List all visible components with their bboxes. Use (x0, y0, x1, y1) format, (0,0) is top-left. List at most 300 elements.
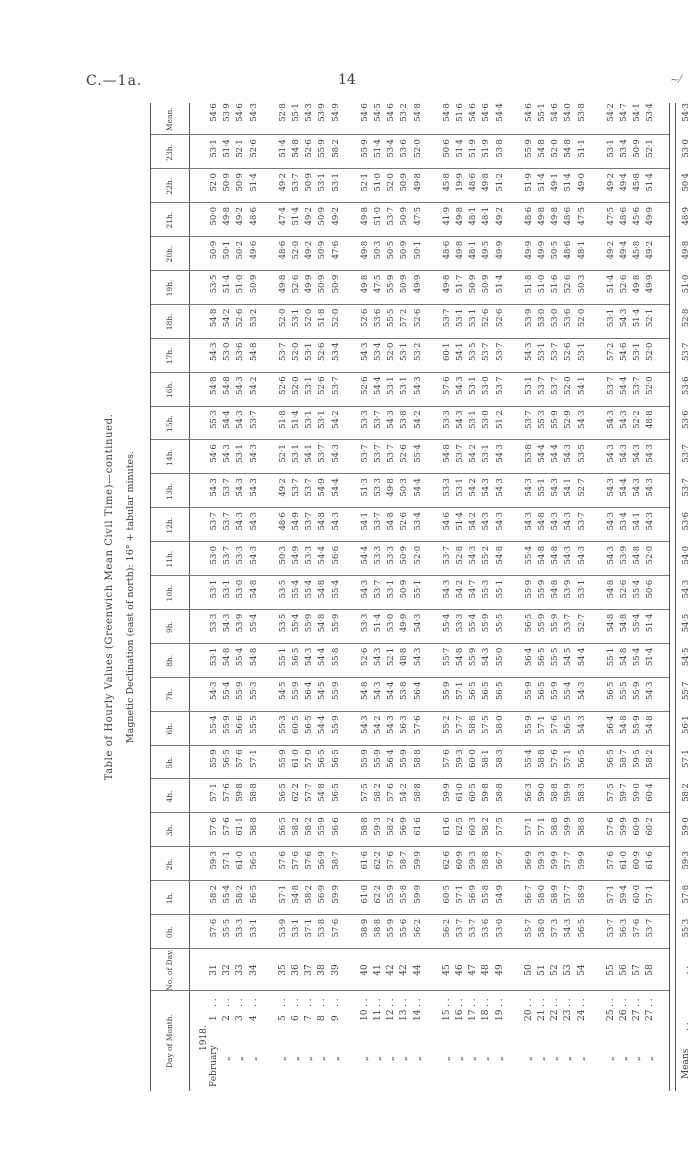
hourly-value: 52·6 (619, 274, 629, 294)
leader-dots: . . (222, 998, 233, 1007)
hourly-value: 54·9 (291, 546, 301, 565)
hourly-value: 60·9 (632, 817, 643, 836)
hourly-value: 58·8 (468, 715, 479, 734)
hourly-value: 55·4 (291, 580, 301, 599)
leader-dots: . . (481, 998, 492, 1007)
hourly-value: 55·9 (441, 681, 452, 701)
hourly-value: 48·6 (563, 207, 574, 226)
hourly-value: 53·3 (235, 546, 246, 565)
hourly-value: 47·6 (330, 241, 341, 260)
hourly-value: 52·6 (359, 376, 370, 395)
hourly-value: 54·8 (386, 512, 397, 531)
hourly-value: 56·5 (468, 681, 479, 701)
hourly-value: 54·3 (645, 478, 656, 497)
leader-dots: . . (277, 998, 288, 1007)
hourly-value: 53·3 (386, 546, 397, 565)
hourly-value: 55·8 (330, 647, 341, 667)
hourly-value: 53·6 (481, 919, 492, 938)
hourly-value: 57·1 (645, 885, 656, 904)
leader-dots: . . (468, 998, 479, 1007)
hourly-value: 55·9 (386, 919, 397, 938)
hourly-value: 51·4 (291, 410, 301, 429)
hourly-value: 54·3 (359, 580, 370, 599)
hourly-value: 56·3 (399, 715, 410, 734)
hourly-value: 58·8 (412, 783, 423, 802)
hourly-value: 55·1 (537, 478, 547, 497)
hourly-value: 50·2 (235, 241, 246, 260)
hourly-value: 58·8 (248, 817, 259, 836)
hourly-value: 57·6 (632, 919, 643, 938)
hourly-value: 50·9 (330, 274, 341, 294)
hourly-value: 53·1 (468, 376, 479, 395)
hourly-value: 53·7 (455, 919, 465, 938)
hourly-value: 54·3 (576, 410, 587, 429)
hourly-value: 50·9 (399, 173, 410, 192)
day-number: 38 (317, 964, 328, 976)
hourly-value: 53·1 (468, 410, 479, 429)
hourly-value: 52·0 (291, 241, 301, 260)
hourly-value: 57·5 (605, 783, 616, 802)
hourly-value: 53·4 (373, 342, 383, 362)
hourly-value: 49·8 (412, 173, 423, 192)
hourly-value: 55·9 (523, 580, 534, 599)
hourly-value: 49·5 (481, 241, 492, 260)
hourly-value: 54·8 (248, 647, 259, 667)
hourly-value: 56·5 (277, 783, 288, 802)
hourly-value: 53·1 (386, 580, 397, 599)
row-mean: 54·6 (523, 103, 534, 122)
hourly-value: 52·9 (563, 410, 574, 429)
hourly-value: 58·2 (235, 885, 246, 904)
day-number: 58 (645, 964, 656, 976)
hourly-value: 60·5 (441, 885, 452, 904)
hourly-value: 53·1 (455, 308, 465, 328)
hourly-value: 62·2 (373, 885, 383, 904)
hourly-value: 51·8 (317, 308, 328, 328)
hourly-value: 54·5 (277, 681, 288, 701)
hourly-value: 59·8 (481, 783, 492, 802)
hourly-value: 54·3 (563, 444, 574, 463)
hourly-value: 55·4 (209, 715, 219, 734)
hourly-value: 41·9 (441, 207, 452, 226)
hourly-value: 53·0 (386, 613, 397, 633)
hourly-value: 51·0 (235, 274, 246, 294)
hourly-value: 51·4 (563, 173, 574, 192)
hourly-value: 55·9 (537, 613, 547, 633)
hourly-value: 54·4 (330, 478, 341, 497)
leader-dots: . . (330, 998, 341, 1007)
hourly-value: 53·2 (248, 308, 259, 328)
hourly-value: 53·4 (412, 512, 423, 531)
ditto-mark: „ (576, 1056, 587, 1061)
hourly-value: 54·3 (330, 444, 341, 463)
ditto-mark: „ (330, 1056, 341, 1061)
leader-dots: . . (680, 1022, 691, 1031)
hourly-value: 54·1 (576, 376, 587, 395)
hourly-value: 59·9 (563, 783, 574, 802)
hourly-value: 55·4 (523, 546, 534, 565)
hourly-value: 53·4 (619, 512, 629, 531)
header-day-of-month: Day of Month. (165, 1013, 174, 1069)
hourly-value: 54·2 (455, 580, 465, 599)
hourly-value: 55·2 (481, 546, 492, 565)
hourly-value: 57·6 (550, 715, 561, 734)
hourly-value: 58·7 (399, 851, 410, 870)
hourly-value: 49·2 (645, 241, 656, 260)
hourly-value: 50·3 (277, 546, 288, 565)
hourly-value: 56·9 (468, 885, 479, 904)
hourly-value: 53·7 (277, 342, 288, 362)
hourly-value: 49·2 (277, 173, 288, 192)
hourly-value: 49·9 (645, 274, 656, 294)
hourly-value: 52·0 (386, 342, 397, 362)
day-of-month: 11 (373, 1009, 383, 1021)
means-value: 53·7 (680, 444, 691, 463)
header-hour: 10h. (165, 584, 174, 602)
hourly-value: 59·4 (619, 885, 629, 904)
hourly-value: 52·6 (399, 512, 410, 531)
header-hour: 22h. (165, 177, 174, 195)
row-mean: 54·6 (359, 103, 370, 122)
means-value: 53·6 (680, 410, 691, 429)
hourly-value: 53·3 (455, 613, 465, 633)
row-mean: 55·1 (537, 103, 547, 122)
hourly-value: 57·0 (304, 749, 315, 768)
hourly-value: 56·6 (235, 715, 246, 734)
ditto-mark: „ (304, 1056, 315, 1061)
hourly-value: 48·6 (619, 207, 629, 226)
hourly-value: 58·2 (291, 817, 301, 836)
hourly-value: 57·6 (386, 783, 397, 802)
hourly-value: 53·1 (576, 342, 587, 362)
hourly-value: 54·3 (235, 512, 246, 531)
hourly-value: 55·3 (277, 715, 288, 734)
hourly-value: 53·7 (455, 444, 465, 463)
hourly-value: 53·3 (304, 546, 315, 565)
hourly-value: 53·1 (605, 139, 616, 158)
hourly-value: 54·8 (550, 546, 561, 565)
hourly-value: 53·0 (550, 308, 561, 328)
hourly-value: 53·1 (399, 342, 410, 362)
hourly-value: 48·6 (441, 241, 452, 260)
hourly-value: 53·7 (523, 410, 534, 429)
hourly-value: 59·0 (537, 783, 547, 802)
hourly-value: 54·1 (455, 342, 465, 362)
means-value: 54·3 (680, 580, 691, 599)
hourly-value: 55·4 (563, 681, 574, 701)
hourly-value: 52·0 (304, 308, 315, 328)
hourly-value: 57·6 (605, 851, 616, 870)
hourly-value: 55·4 (222, 681, 233, 701)
row-mean: 53·8 (576, 103, 587, 122)
hourly-value: 48·6 (277, 512, 288, 531)
hourly-value: 54·8 (291, 885, 301, 904)
header-hour: 5h. (165, 756, 174, 769)
row-mean: 54·6 (550, 103, 561, 122)
hourly-value: 49·8 (481, 173, 492, 192)
day-of-month: 5 (277, 1015, 288, 1021)
hourly-value: 55·9 (523, 681, 534, 701)
day-of-month: 8 (317, 1015, 328, 1021)
hourly-value: 52·6 (359, 647, 370, 667)
hourly-value: 48·6 (277, 241, 288, 260)
hourly-value: 55·6 (399, 919, 410, 938)
hourly-value: 56·5 (605, 681, 616, 701)
hourly-value: 54·3 (248, 478, 259, 497)
hourly-value: 50·9 (399, 580, 410, 599)
hourly-value: 51·4 (373, 613, 383, 633)
hourly-value: 54·1 (632, 512, 643, 531)
header-hour: 13h. (165, 482, 174, 500)
hourly-value: 55·4 (632, 613, 643, 633)
hourly-value: 56·5 (277, 817, 288, 836)
hourly-value: 57·7 (563, 851, 574, 870)
hourly-value: 54·3 (209, 342, 219, 362)
ditto-mark: „ (291, 1056, 301, 1061)
hourly-value: 54·8 (605, 580, 616, 599)
hourly-value: 53·7 (373, 444, 383, 463)
hourly-value: 58·2 (304, 817, 315, 836)
hourly-value: 52·6 (317, 376, 328, 395)
hourly-value: 57·7 (455, 715, 465, 734)
hourly-value: 53·1 (291, 444, 301, 463)
means-value: 54·5 (680, 647, 691, 667)
hourly-value: 53·1 (317, 410, 328, 429)
hourly-value: 49·4 (619, 173, 629, 192)
page-number: 14 (338, 72, 356, 88)
table-header (151, 103, 190, 1091)
hourly-value: 54·3 (645, 444, 656, 463)
day-number: 53 (563, 964, 574, 976)
hourly-value: 52·6 (248, 139, 259, 158)
hourly-value: 52·6 (235, 308, 246, 328)
hourly-value: 59·0 (632, 783, 643, 802)
hourly-value: 58·2 (304, 885, 315, 904)
day-number: 44 (412, 964, 423, 976)
means-value: 59·3 (680, 851, 691, 870)
hourly-value: 53·1 (222, 580, 233, 599)
hourly-value: 52·6 (563, 274, 574, 294)
leader-dots: . . (537, 998, 547, 1007)
day-of-month: 22 (550, 1009, 561, 1021)
hourly-value: 55·9 (373, 749, 383, 768)
hourly-value: 61·6 (359, 851, 370, 870)
hourly-value: 54·8 (248, 342, 259, 362)
day-number: 52 (550, 964, 561, 976)
hourly-value: 59·7 (619, 783, 629, 802)
header-hour: 9h. (165, 620, 174, 633)
hourly-value: 53·1 (632, 342, 643, 362)
hourly-value: 49·2 (494, 207, 505, 226)
means-value: 57·8 (680, 885, 691, 904)
day-of-month: 13 (399, 1009, 410, 1021)
hourly-value: 52·0 (645, 546, 656, 565)
hourly-value: 52·6 (399, 444, 410, 463)
hourly-value: 56·9 (399, 817, 410, 836)
header-hour: 7h. (165, 688, 174, 701)
hourly-value: 53·1 (235, 444, 246, 463)
hourly-value: 52·0 (330, 308, 341, 328)
hourly-value: 55·9 (330, 715, 341, 734)
day-of-month: 6 (291, 1015, 301, 1021)
hourly-value: 55·3 (248, 681, 259, 701)
hourly-value: 54·8 (619, 613, 629, 633)
hourly-value: 61·6 (645, 851, 656, 870)
hourly-value: 51·4 (537, 173, 547, 192)
hourly-value: 55·9 (523, 139, 534, 158)
hourly-value: 54·8 (619, 715, 629, 734)
hourly-value: 59·9 (576, 851, 587, 870)
hourly-value: 54·4 (576, 647, 587, 667)
header-hour: 1h. (165, 892, 174, 905)
hourly-value: 55·5 (248, 715, 259, 734)
hourly-value: 56·4 (304, 681, 315, 701)
hourly-value: 55·9 (291, 681, 301, 701)
hourly-value: 19·9 (455, 173, 465, 192)
hourly-value: 54·3 (386, 715, 397, 734)
hourly-value: 60·5 (291, 715, 301, 734)
hourly-value: 54·3 (330, 512, 341, 531)
hourly-value: 53·1 (399, 376, 410, 395)
hourly-value: 60·3 (468, 817, 479, 836)
hourly-value: 55·9 (330, 613, 341, 633)
header-hour: 19h. (165, 279, 174, 297)
day-number: 37 (304, 964, 315, 976)
hourly-value: 51·4 (455, 512, 465, 531)
hourly-value: 48·6 (563, 241, 574, 260)
ditto-mark: „ (412, 1056, 423, 1061)
hourly-value: 55·9 (330, 681, 341, 701)
hourly-value: 52·0 (277, 308, 288, 328)
hourly-value: 57·6 (441, 749, 452, 768)
leader-dots: . . (235, 998, 246, 1007)
day-of-month: 10 (359, 1009, 370, 1021)
hourly-value: 51·4 (222, 139, 233, 158)
hourly-value: 49·2 (605, 173, 616, 192)
row-mean: 54·6 (386, 103, 397, 122)
hourly-value: 58·7 (330, 851, 341, 870)
hourly-value: 56·4 (412, 681, 423, 701)
hourly-value: 53·7 (209, 512, 219, 531)
day-number: 54 (576, 964, 587, 976)
hourly-value: 53·7 (576, 512, 587, 531)
hourly-value: 53·1 (304, 410, 315, 429)
hourly-value: 49·8 (386, 478, 397, 497)
hourly-value: 57·1 (523, 817, 534, 836)
hourly-value: 54·4 (386, 681, 397, 701)
hourly-value: 50·9 (399, 274, 410, 294)
hourly-value: 52·6 (412, 308, 423, 328)
hourly-value: 53·9 (523, 308, 534, 328)
hourly-value: 50·9 (399, 241, 410, 260)
hourly-value: 51·7 (455, 274, 465, 294)
hourly-value: 54·2 (330, 410, 341, 429)
hourly-value: 55·4 (441, 613, 452, 633)
day-of-month: 12 (386, 1009, 397, 1021)
hourly-value: 57·3 (550, 919, 561, 938)
hourly-value: 56·5 (605, 749, 616, 768)
hourly-value: 61·6 (441, 817, 452, 836)
hourly-value: 54·8 (291, 139, 301, 158)
means-value: 51·0 (680, 274, 691, 294)
hourly-value: 55·4 (222, 885, 233, 904)
hourly-value: 54·3 (248, 444, 259, 463)
hourly-value: 55·5 (386, 308, 397, 328)
hourly-value: 53·1 (330, 173, 341, 192)
hourly-value: 52·6 (317, 342, 328, 362)
leader-dots: . . (632, 998, 643, 1007)
rotated-table-block (94, 103, 691, 1091)
hourly-value: 54·8 (619, 647, 629, 667)
row-mean: 54·2 (605, 103, 616, 122)
hourly-value: 55·9 (386, 274, 397, 294)
hourly-value: 54·8 (441, 444, 452, 463)
hourly-value: 56·4 (605, 715, 616, 734)
hourly-value: 48·1 (468, 207, 479, 226)
hourly-value: 53·3 (373, 546, 383, 565)
day-number: 34 (248, 964, 259, 976)
day-number: 56 (619, 964, 629, 976)
hourly-value: 51·4 (455, 139, 465, 158)
hourly-value: 51·4 (632, 308, 643, 328)
hourly-value: 55·4 (523, 749, 534, 768)
hourly-value: 53·5 (209, 274, 219, 294)
hourly-value: 52·6 (359, 308, 370, 328)
hourly-value: 55·1 (605, 647, 616, 667)
hourly-value: 51·6 (550, 274, 561, 294)
hourly-value: 58·0 (537, 919, 547, 938)
hourly-value: 54·3 (494, 478, 505, 497)
hourly-value: 52·0 (412, 139, 423, 158)
header-hour: 2h. (165, 858, 174, 871)
hourly-value: 54·8 (248, 580, 259, 599)
hourly-value: 54·3 (222, 444, 233, 463)
header-hour: 15h. (165, 415, 174, 432)
hourly-value: 59·8 (235, 783, 246, 802)
hourly-value: 53·0 (209, 546, 219, 565)
hourly-value: 56·5 (537, 681, 547, 701)
hourly-value: 49·4 (619, 241, 629, 260)
hourly-value: 47·4 (277, 207, 288, 226)
hourly-value: 53·1 (291, 919, 301, 938)
hourly-value: 54·3 (645, 512, 656, 531)
hourly-value: 54·2 (468, 478, 479, 497)
hourly-value: 53·4 (619, 139, 629, 158)
hourly-value: 53·7 (373, 512, 383, 531)
hourly-value: 52·6 (304, 139, 315, 158)
hourly-value: 55·5 (494, 613, 505, 633)
hourly-value: 48·1 (576, 241, 587, 260)
hourly-value: 57·1 (209, 783, 219, 802)
hourly-value: 60·0 (468, 749, 479, 768)
leader-dots: . . (209, 998, 219, 1007)
hourly-value: 54·3 (248, 546, 259, 565)
hourly-value: 53·7 (386, 207, 397, 226)
means-value: 57·1 (680, 749, 691, 768)
hourly-value: 54·3 (576, 681, 587, 701)
ditto-mark: „ (317, 1056, 328, 1061)
hourly-value: 53·7 (494, 376, 505, 395)
hourly-value: 57·1 (605, 885, 616, 904)
hourly-value: 47·5 (373, 274, 383, 294)
hourly-value: 53·1 (455, 478, 465, 497)
hourly-value: 56·5 (523, 613, 534, 633)
hourly-value: 53·7 (248, 410, 259, 429)
hourly-value: 50·9 (317, 207, 328, 226)
hourly-value: 52·6 (277, 376, 288, 395)
hourly-value: 49·9 (645, 207, 656, 226)
hourly-value: 52·0 (550, 139, 561, 158)
